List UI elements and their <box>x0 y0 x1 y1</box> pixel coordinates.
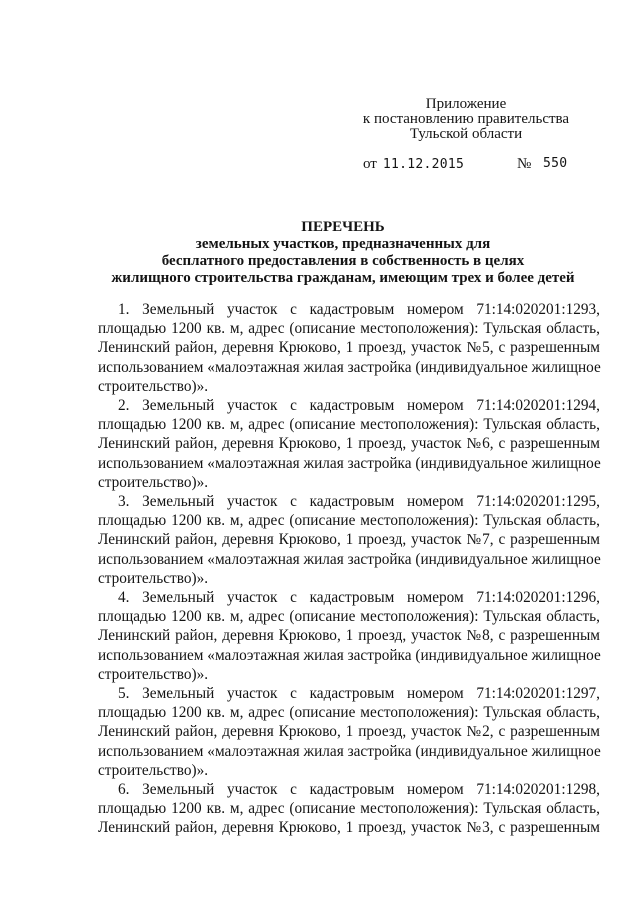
item-line: площадью 1200 кв. м, адрес (описание местоположения): Тульская область, <box>98 800 600 818</box>
item-line: Ленинский район, деревня Крюково, 1 проезд, участок №8, с разрешенным <box>98 627 600 645</box>
item-line: 5. Земельный участок с кадастровым номером 71:14:020201:1297, <box>118 685 600 703</box>
item-line: Ленинский район, деревня Крюково, 1 проезд, участок №5, с разрешенным <box>98 339 600 357</box>
item-line: Ленинский район, деревня Крюково, 1 проезд, участок №6, с разрешенным <box>98 435 600 453</box>
heading-line: бесплатного предоставления в собственность в целях <box>161 253 525 269</box>
item-line: 3. Земельный участок с кадастровым номером 71:14:020201:1295, <box>118 493 600 511</box>
list-item <box>98 300 600 396</box>
list-item <box>98 684 600 780</box>
item-line: использованием «малоэтажная жилая застройка (индивидуальное жилищное <box>98 454 601 472</box>
item-line: Ленинский район, деревня Крюково, 1 проезд, участок №7, с разрешенным <box>98 531 600 549</box>
appendix-block <box>352 97 580 142</box>
item-line: использованием «малоэтажная жилая застройка (индивидуальное жилищное <box>98 742 601 760</box>
resolution-number: 550 <box>543 156 568 171</box>
resolution-date-number <box>363 156 603 173</box>
heading-title: ПЕРЕЧЕНЬ <box>301 219 385 235</box>
item-line: 2. Земельный участок с кадастровым номером 71:14:020201:1294, <box>118 397 600 415</box>
item-line: 6. Земельный участок с кадастровым номером 71:14:020201:1298, <box>118 781 600 799</box>
item-line: строительство)». <box>98 377 209 395</box>
item-line: площадью 1200 кв. м, адрес (описание местоположения): Тульская область, <box>98 320 600 338</box>
item-line: строительство)». <box>98 665 209 683</box>
heading-line: земельных участков, предназначенных для <box>195 236 491 252</box>
item-line: использованием «малоэтажная жилая застройка (индивидуальное жилищное <box>98 358 601 376</box>
date-prefix: от <box>363 156 377 172</box>
item-line: площадью 1200 кв. м, адрес (описание местоположения): Тульская область, <box>98 512 600 530</box>
appendix-line: Тульской области <box>409 126 523 142</box>
item-line: использованием «малоэтажная жилая застройка (индивидуальное жилищное <box>98 550 601 568</box>
item-line: 4. Земельный участок с кадастровым номером 71:14:020201:1296, <box>118 589 600 607</box>
item-line: строительство)». <box>98 473 209 491</box>
list-item <box>98 780 600 838</box>
item-line: 1. Земельный участок с кадастровым номером 71:14:020201:1293, <box>118 301 600 318</box>
list-item <box>98 396 600 492</box>
list-item <box>98 492 600 588</box>
heading-line: жилищного строительства гражданам, имеющим трех и более детей <box>111 270 575 286</box>
number-sign: № <box>517 156 532 172</box>
list-item <box>98 588 600 684</box>
item-line: площадью 1200 кв. м, адрес (описание местоположения): Тульская область, <box>98 416 600 434</box>
item-line: площадью 1200 кв. м, адрес (описание местоположения): Тульская область, <box>98 704 600 722</box>
item-line: использованием «малоэтажная жилая застройка (индивидуальное жилищное <box>98 646 601 664</box>
appendix-line: к постановлению правительства <box>362 111 570 127</box>
item-line: площадью 1200 кв. м, адрес (описание местоположения): Тульская область, <box>98 608 600 626</box>
document-heading <box>90 219 596 287</box>
item-line: Ленинский район, деревня Крюково, 1 проезд, участок №3, с разрешенным <box>98 819 600 837</box>
appendix-line: Приложение <box>425 96 507 112</box>
item-line: строительство)». <box>98 569 209 587</box>
item-line: Ленинский район, деревня Крюково, 1 проезд, участок №2, с разрешенным <box>98 723 600 741</box>
land-plot-list <box>98 300 600 838</box>
item-line: строительство)». <box>98 761 209 779</box>
resolution-date: 11.12.2015 <box>382 157 465 172</box>
